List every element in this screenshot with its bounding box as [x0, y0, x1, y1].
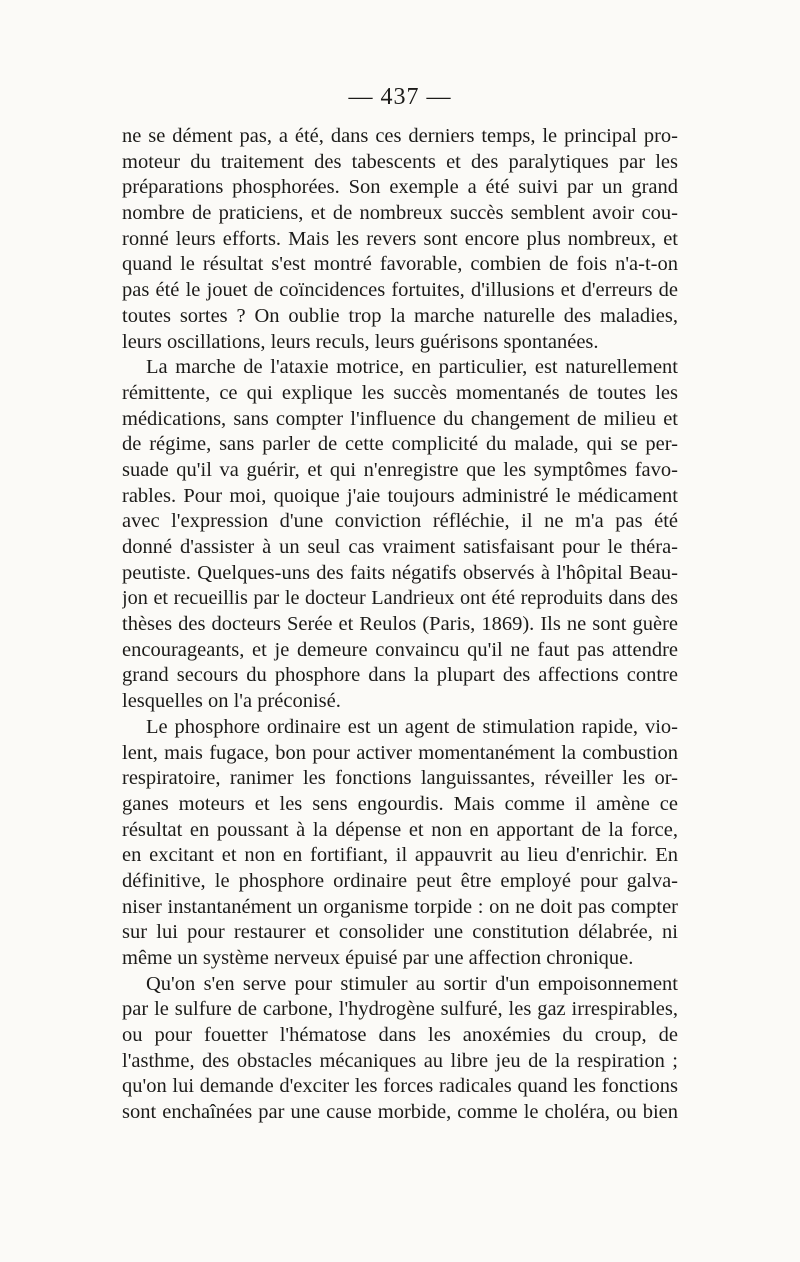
text-line: pas été le jouet de coïncidences fortuites, d'illusions et d'erreurs de	[122, 279, 678, 302]
text-line: jon et recueillis par le docteur Landrieux ont été reproduits dans des	[122, 587, 678, 610]
text-line: ne se dément pas, a été, dans ces derniers temps, le principal pro-	[122, 125, 678, 147]
text-line: leurs oscillations, leurs reculs, leurs guérisons spontanées.	[122, 330, 599, 353]
text-line: suade qu'il va guérir, et qui n'enregistre que les symptômes favo-	[122, 458, 678, 481]
text-line: nombre de praticiens, et de nombreux succès semblent avoir cou-	[122, 202, 678, 225]
text-line: ganes moteurs et les sens engourdis. Mais comme il amène ce	[122, 792, 678, 815]
text-line: l'asthme, des obstacles mécaniques au libre jeu de la respiration ;	[122, 1049, 678, 1072]
text-line: Le phosphore ordinaire est un agent de stimulation rapide, vio-	[146, 715, 678, 738]
text-line: quand le résultat s'est montré favorable, combien de fois n'a-t-on	[122, 253, 678, 276]
text-line: ronné leurs efforts. Mais les revers sont encore plus nombreux, et	[122, 227, 678, 250]
text-line: encourageants, et je demeure convaincu qu'il ne faut pas attendre	[122, 638, 678, 661]
text-line: définitive, le phosphore ordinaire peut être employé pour galva-	[122, 869, 678, 892]
text-line: moteur du traitement des tabescents et des paralytiques par les	[122, 150, 678, 173]
text-line: thèses des docteurs Serée et Reulos (Paris, 1869). Ils ne sont guère	[122, 613, 678, 636]
text-line: toutes sortes ? On oublie trop la marche naturelle des maladies,	[122, 304, 678, 327]
text-line: Qu'on s'en serve pour stimuler au sortir d'un empoisonnement	[146, 972, 678, 995]
text-line: en excitant et non en fortifiant, il appauvrit au lieu d'enrichir. En	[122, 844, 678, 867]
text-line: lesquelles on l'a préconisé.	[122, 690, 341, 713]
text-line: rémittente, ce qui explique les succès momentanés de toutes les	[122, 381, 678, 404]
page-number: — 437 —	[348, 84, 452, 110]
text-line: rables. Pour moi, quoique j'aie toujours administré le médicament	[122, 484, 678, 507]
text-line: La marche de l'ataxie motrice, en particulier, est naturellement	[146, 356, 678, 379]
text-line: de régime, sans parler de cette complicité du malade, qui se per-	[122, 433, 678, 456]
text-line: par le sulfure de carbone, l'hydrogène sulfuré, les gaz irrespirables,	[122, 998, 678, 1021]
text-line: niser instantanément un organisme torpide : on ne doit pas compter	[122, 895, 678, 918]
text-line: respiratoire, ranimer les fonctions languissantes, réveiller les or-	[122, 767, 678, 790]
text-line: donné d'assister à un seul cas vraiment satisfaisant pour le théra-	[122, 536, 678, 558]
text-line: lent, mais fugace, bon pour activer momentanément la combustion	[122, 741, 678, 764]
text-line: sont enchaînées par une cause morbide, comme le choléra, ou bien	[122, 1101, 678, 1124]
body-text	[122, 124, 678, 1126]
text-line: résultat en poussant à la dépense et non en apportant de la force,	[122, 818, 678, 841]
text-line: même un système nerveux épuisé par une affection chronique.	[122, 947, 634, 969]
text-line: qu'on lui demande d'exciter les forces radicales quand les fonctions	[122, 1075, 678, 1098]
text-line: ou pour fouetter l'hématose dans les anoxémies du croup, de	[122, 1024, 678, 1047]
text-line: préparations phosphorées. Son exemple a été suivi par un grand	[122, 176, 678, 199]
text-line: avec l'expression d'une conviction réfléchie, il ne m'a pas été	[122, 510, 678, 533]
text-line: grand secours du phosphore dans la plupart des affections contre	[122, 664, 678, 687]
text-line: médications, sans compter l'influence du changement de milieu et	[122, 407, 678, 430]
text-line: sur lui pour restaurer et consolider une constitution délabrée, ni	[122, 921, 678, 944]
text-line: peutiste. Quelques-uns des faits négatifs observés à l'hôpital Beau-	[122, 561, 678, 584]
